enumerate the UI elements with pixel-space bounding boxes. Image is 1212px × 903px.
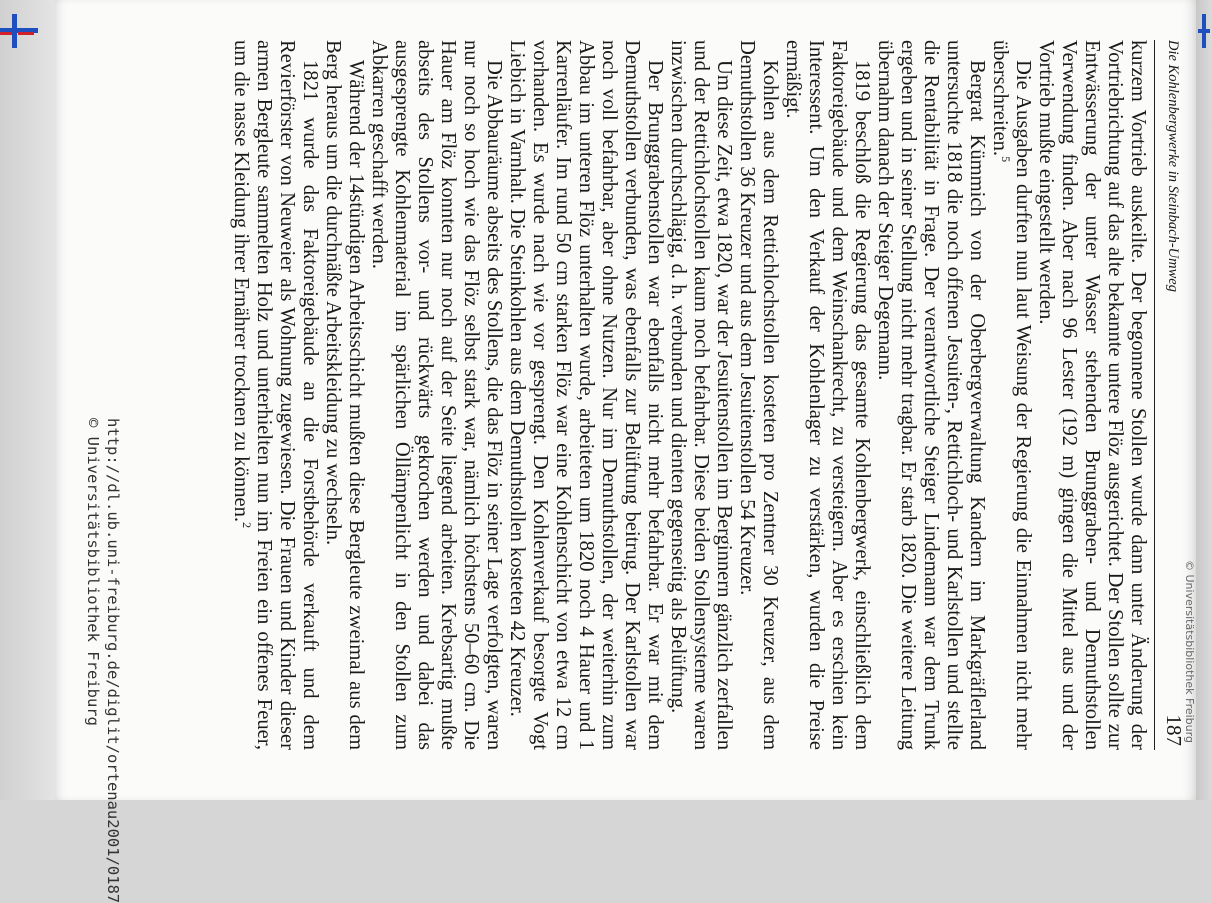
paragraph: Um diese Zeit, etwa 1820, war der Jesuitenstollen im Berginnern gänzlich zerfallen und der Rettichlochstollen kaum noch befahrbar. Diese beiden Stollensysteme waren inzwischen durchschlägig, d. h. verbunden und dienten gegenseitig als Belüftung. <box>667 40 735 750</box>
gutter-watermark <box>67 418 123 903</box>
body-text <box>229 40 1149 750</box>
page-number: 187 <box>1162 714 1186 746</box>
paragraph: 1821 wurde das Faktoreigebäude an die Forstbehörde verkauft und dem Revierförster von Neuweier als Wohnung zugewiesen. Die Frauen und Kinder dieser armen Bergleute sammelten Holz und unterhielten nun im Freien ein offenes Feuer, um die nasse Kleidung ihrer Ernährer trocknen zu können.$^2$ <box>230 40 321 750</box>
paragraph: Kohlen aus dem Rettichlochstollen kosteten pro Zentner 30 Kreuzer, aus dem Demuthstollen 36 Kreuzer und aus dem Jesuitenstollen 54 Kreuzer. <box>736 40 781 750</box>
paragraph: Der Brunggrabenstollen war ebenfalls nicht mehr befahrbar. Er war mit dem Demuthstollen verbunden, was ebenfalls zur Belüftung beitrug. Der Karlstollen war noch voll befahrbar, aber ohne Nutzen. Nur im Demuthstollen, der weiterhin zum Abbau im unteren Flöz unterhalten wurde, arbeiteten um 1820 noch 4 Hauer und 1 Karrenläufer. Im rund 50 cm starken Flöz war eine Kohlenschicht von etwa 12 cm vorhanden. Es wurde nach wie vor gesprengt. Den Kohlenverkauf besorgte Vogt Liebich in Varnhalt. Die Steinkohlen aus dem Demuthstollen kosteten 42 Kreuzer. <box>506 40 666 750</box>
footnote-ref: 2 <box>239 522 254 529</box>
paragraph: Die Ausgaben durften nun laut Weisung der Regierung die Einnahmen nicht mehr überschreiten.$^5$ <box>989 40 1034 750</box>
gutter-copyright: © Universitätsbibliothek Freiburg <box>84 418 102 726</box>
paragraph: Die Abbauräume abseits des Stollens, die das Flöz in seiner Lage verfolgten, waren nur noch so hoch wie das Flöz selbst stark war, nämlich höchstens 50–60 cm. Die Hauer am Flöz konnten nur noch auf der Seite liegend arbeiten. Krebsartig mußte abseits des Stollens vor- und rückwärts gekrochen werden und dabei das ausgesprengte Kohlenmaterial im spärlichen Öllämpenlicht in den Stollen zum Abkarren geschafft werden. <box>368 40 505 750</box>
paragraph: kurzem Vortrieb auskeilte. Der begonnene Stollen wurde dann unter Änderung der Vortriebrichtung auf das alte bekannte untere Flöz ausgerichtet. Der Stollen sollte zur Entwässerung der unter Wasser stehenden Brunggraben- und Demuthstollen Verwendung finden. Aber nach 96 Lester (192 m) gingen die Mittel aus und der Vortrieb mußte eingestellt werden. <box>1035 40 1149 750</box>
scanner-target-mark-left <box>0 14 38 48</box>
paragraph: Bergrat Kümmich von der Oberbergverwaltung Kandern im Markgräflerland untersuchte 1818 die noch offenen Jesuiten-, Rettichloch- und Karlstollen und stellte die Rentabilität in Frage. Der verantwortliche Steiger Lindemann war dem Trunk ergeben und in seiner Stellung nicht mehr tragbar. Er starb 1820. Die weitere Leitung übernahm danach der Steiger Degemann. <box>874 40 988 750</box>
scan-margin-left <box>0 0 55 800</box>
rotated-page-content <box>155 40 1185 750</box>
gutter-url[interactable]: http://dl.ub.uni-freiburg.de/diglit/ortenau2001/0187 <box>104 418 122 903</box>
scanner-target-mark-right <box>1198 14 1210 48</box>
scan-margin-right <box>1196 0 1212 800</box>
right-edge-watermark: © Universitätsbibliothek Freiburg <box>1183 560 1196 743</box>
running-head: Die Kohlenbergwerke in Steinbach-Umweg <box>1165 40 1181 292</box>
paragraph: Während der 14stündigen Arbeitsschicht mußten diese Bergleute zweimal aus dem Berg heraus um die durchnäßte Arbeitskleidung zu wechseln. <box>322 40 367 750</box>
footnote-ref: 5 <box>998 156 1013 163</box>
book-page <box>55 0 1196 903</box>
paragraph: 1819 beschloß die Regierung das gesamte Kohlenbergwerk, einschließlich dem Faktoreigebäude und dem Weinschankrecht, zu versteigern. Aber es erschien kein Interessent. Um den Verkauf der Kohlenlager zu verstärken, wurden die Preise ermäßigt. <box>782 40 873 750</box>
